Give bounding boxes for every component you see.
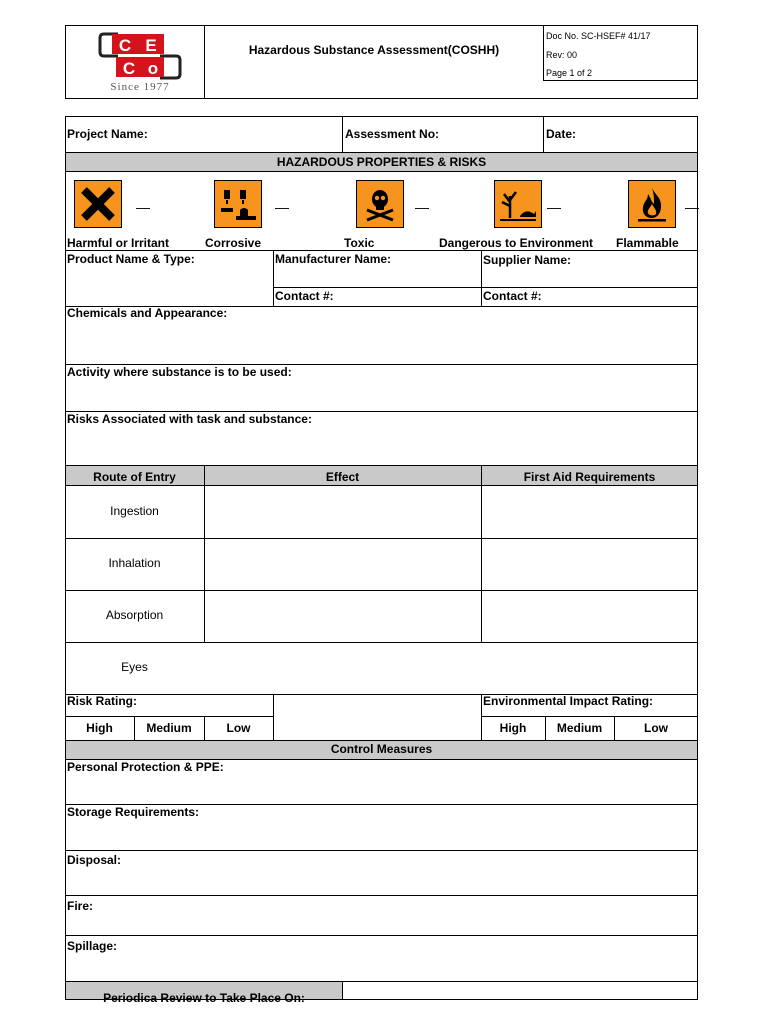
manufacturer-name-field[interactable]: Manufacturer Name: <box>275 252 392 266</box>
risk-medium-option[interactable]: Medium <box>146 721 192 735</box>
environment-dash: — <box>547 199 561 215</box>
document-title: Hazardous Substance Assessment(COSHH) <box>248 43 500 57</box>
chemicals-appearance-field[interactable]: Chemicals and Appearance: <box>67 306 228 320</box>
logo-letter-c1: C <box>118 36 132 55</box>
flammable-label: Flammable <box>616 236 679 250</box>
logo-letter-c2: C <box>122 59 136 78</box>
control-measures-title: Control Measures <box>330 742 433 756</box>
flammable-dash: — <box>685 199 699 215</box>
spillage-field[interactable]: Spillage: <box>67 939 118 953</box>
storage-field[interactable]: Storage Requirements: <box>67 805 200 819</box>
product-name-field[interactable]: Product Name & Type: <box>67 252 195 266</box>
risk-low-option[interactable]: Low <box>226 721 251 735</box>
route-inhalation: Inhalation <box>108 556 161 570</box>
ppe-field[interactable]: Personal Protection & PPE: <box>67 760 224 774</box>
effect-header: Effect <box>325 470 360 484</box>
activity-field[interactable]: Activity where substance is to be used: <box>67 365 292 379</box>
first-aid-header: First Aid Requirements <box>523 470 656 484</box>
fire-field[interactable]: Fire: <box>67 899 94 913</box>
env-medium-option[interactable]: Medium <box>556 721 603 735</box>
environment-label: Dangerous to Environment <box>439 236 594 250</box>
env-high-option[interactable]: High <box>499 721 527 735</box>
disposal-field[interactable]: Disposal: <box>67 853 122 867</box>
company-logo <box>98 30 182 94</box>
logo-since: Since 1977 <box>110 81 170 93</box>
route-eyes: Eyes <box>121 660 148 674</box>
periodic-review-label: Periodica Review to Take Place On: <box>103 991 305 1005</box>
risk-high-option[interactable]: High <box>86 721 113 735</box>
toxic-dash: — <box>415 199 429 215</box>
environmental-rating-label: Environmental Impact Rating: <box>483 694 654 708</box>
route-of-entry-header: Route of Entry <box>93 470 176 484</box>
supplier-contact-field[interactable]: Contact #: <box>483 289 542 303</box>
hazard-section-title: HAZARDOUS PROPERTIES & RISKS <box>276 155 487 169</box>
manufacturer-contact-field[interactable]: Contact #: <box>275 289 334 303</box>
harmful-irritant-icon <box>74 180 122 228</box>
env-low-option[interactable]: Low <box>644 721 668 735</box>
flammable-icon <box>628 180 676 228</box>
logo-letter-e: E <box>145 36 157 55</box>
page-number: Page 1 of 2 <box>546 68 593 78</box>
harmful-dash: — <box>136 199 150 215</box>
corrosive-label: Corrosive <box>205 236 262 250</box>
toxic-skull-icon <box>356 180 404 228</box>
revision: Rev: 00 <box>546 50 578 60</box>
corrosive-icon <box>214 180 262 228</box>
harmful-label: Harmful or Irritant <box>67 236 170 250</box>
logo-letter-o: o <box>147 59 159 78</box>
risk-rating-label: Risk Rating: <box>67 694 138 708</box>
route-ingestion: Ingestion <box>110 504 159 518</box>
corrosive-dash: — <box>275 199 289 215</box>
doc-number: Doc No. SC-HSEF# 41/17 <box>546 31 651 41</box>
route-absorption: Absorption <box>105 608 164 622</box>
date-field[interactable]: Date: <box>546 127 577 141</box>
supplier-name-field[interactable]: Supplier Name: <box>483 253 572 267</box>
environment-hazard-icon <box>494 180 542 228</box>
risks-field[interactable]: Risks Associated with task and substance: <box>67 412 312 426</box>
assessment-no-field[interactable]: Assessment No: <box>345 127 440 141</box>
project-name-field[interactable]: Project Name: <box>67 127 148 141</box>
toxic-label: Toxic <box>344 236 375 250</box>
